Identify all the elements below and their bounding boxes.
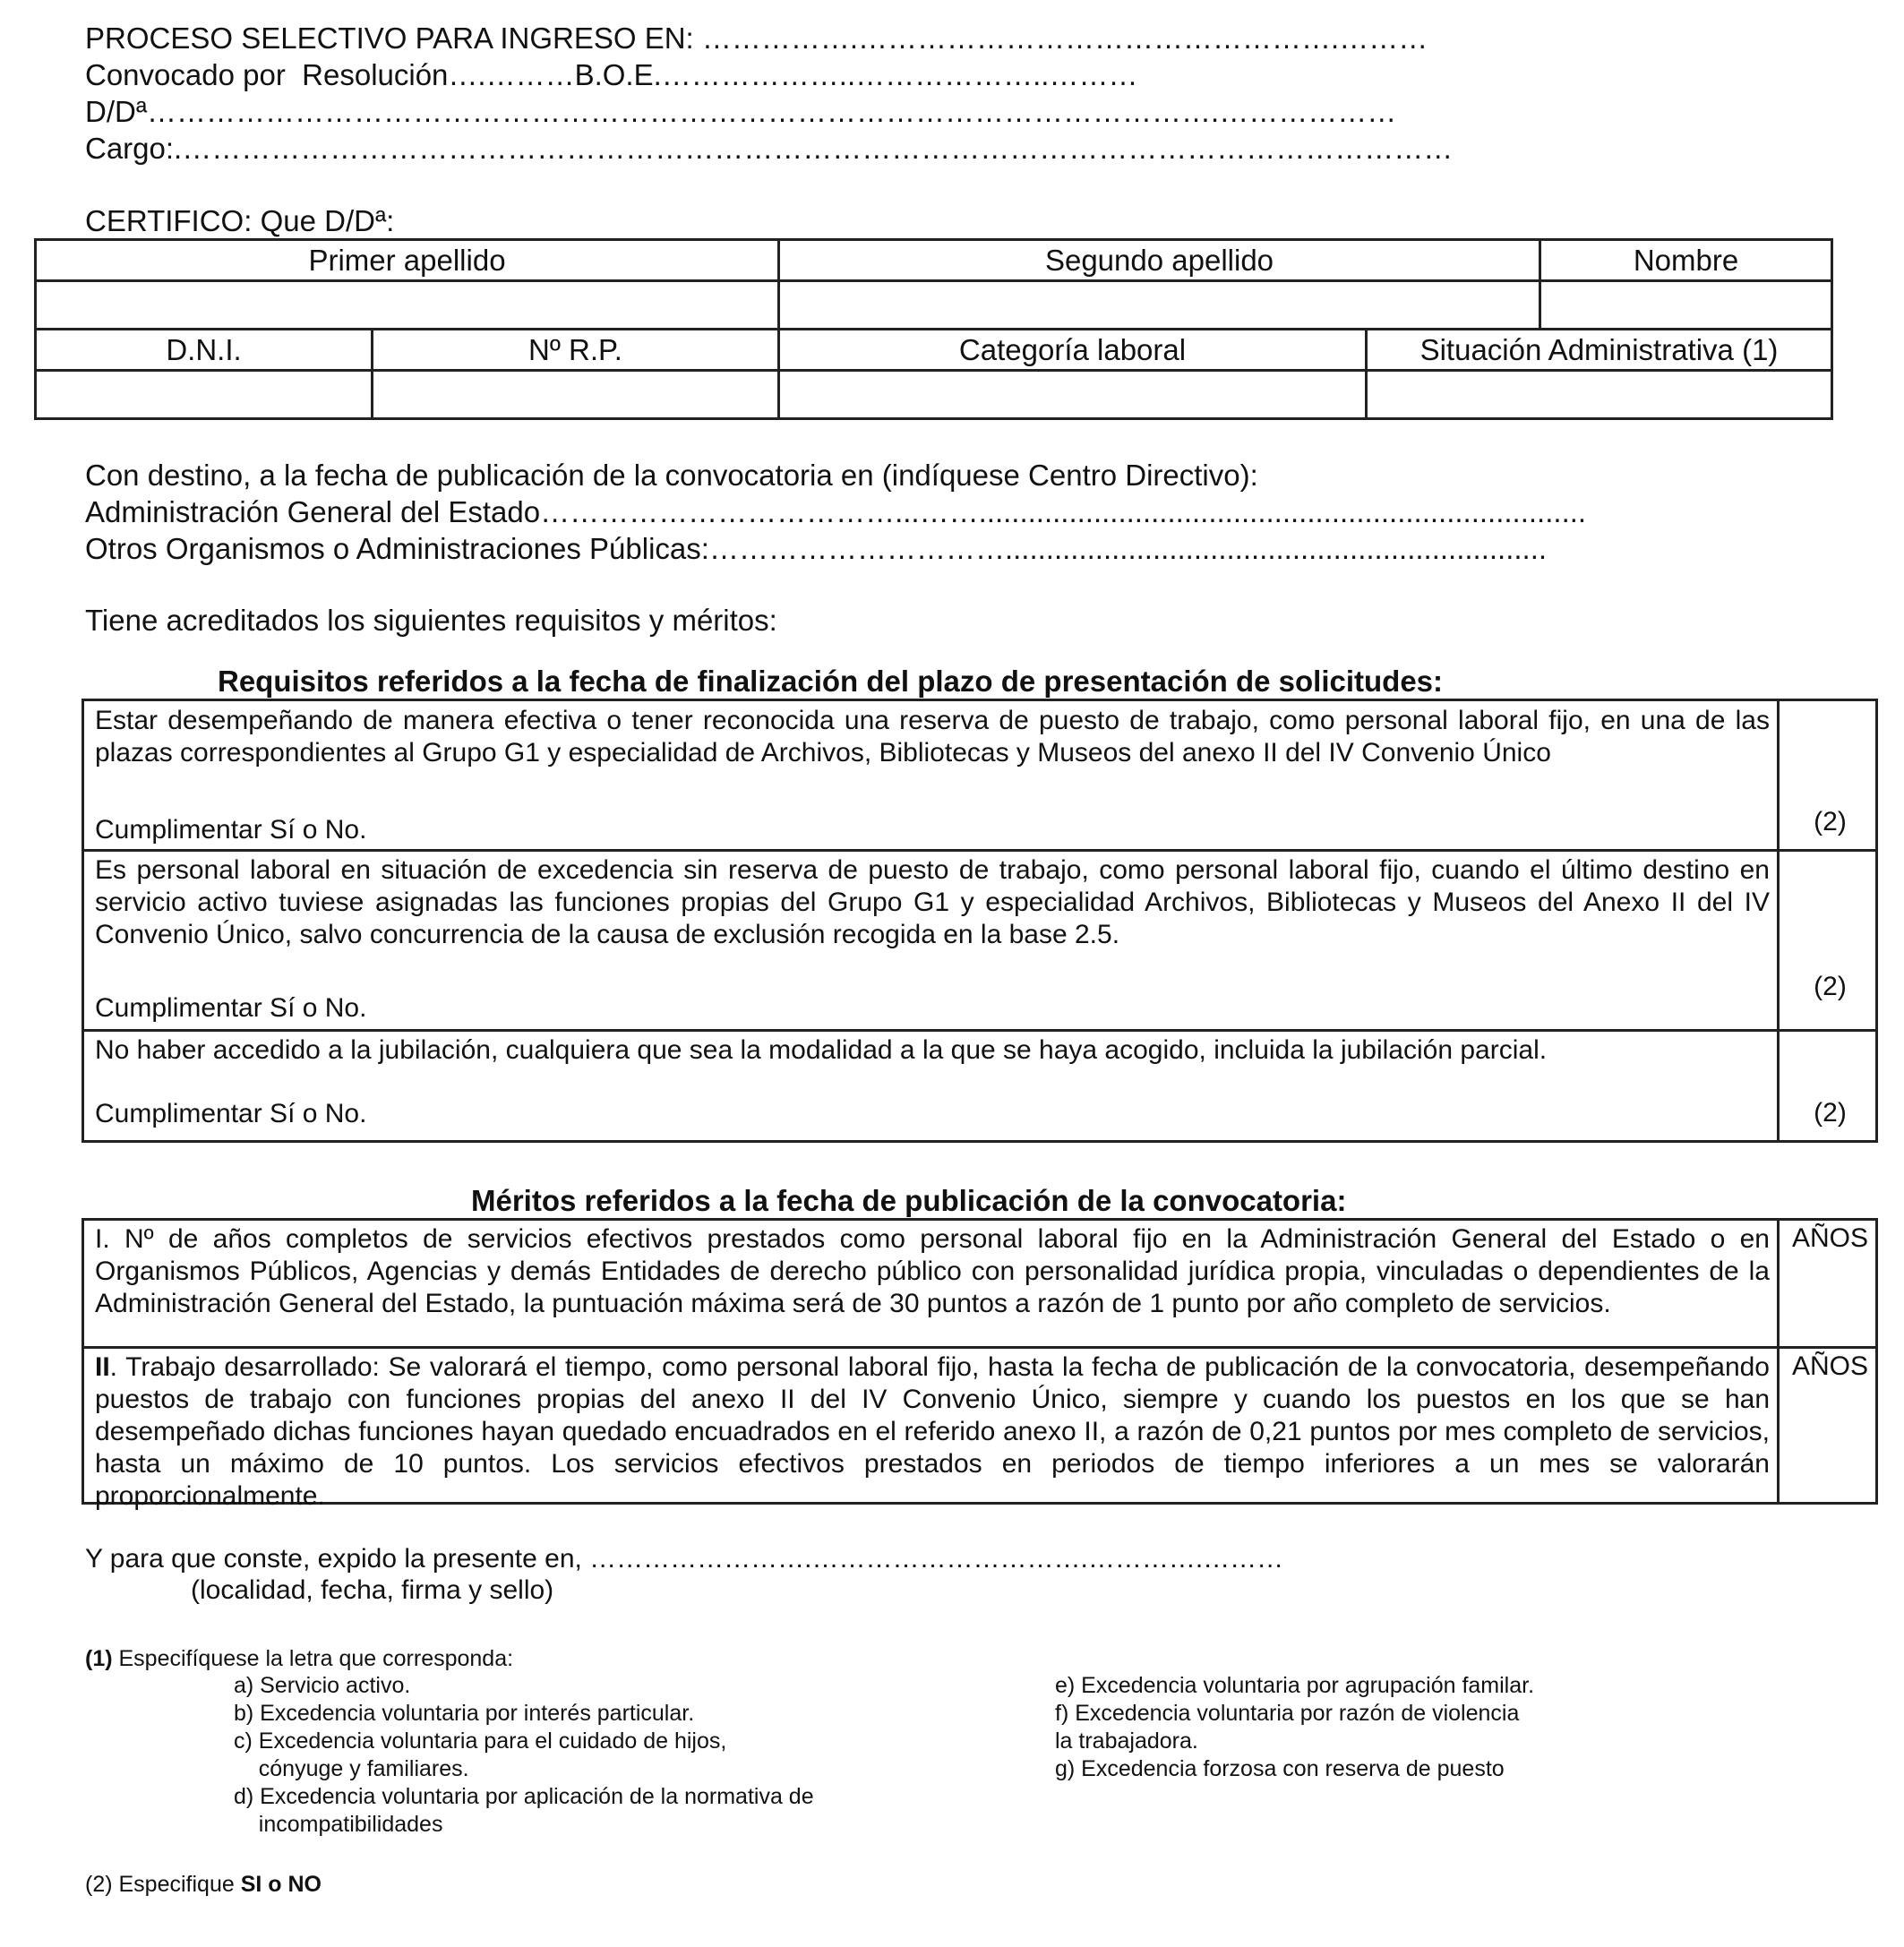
footnote-2-mark: (2)	[1814, 972, 1847, 1001]
footnote-item: c) Excedencia voluntaria para el cuidado de hijos,	[234, 1728, 727, 1754]
merito-roman: II	[95, 1352, 110, 1382]
requisito-text: Es personal laboral en situación de excedencia sin reserva de puesto de trabajo, como personal laboral fijo, cuando el último destino en servicio activo tuviese asignadas las funciones propias del Grupo G1 y especialidad Archivos, Bibliotecas y Museos del Anexo II del IV Convenio Único, salvo concurrencia de la causa de exclusión recogida en la base 2.5.	[95, 855, 1770, 949]
footnote-item: cónyuge y familiares.	[234, 1756, 469, 1781]
cumplimentar-label: Cumplimentar Sí o No.	[95, 993, 367, 1023]
footnote-2-mark: (2)	[1814, 1098, 1847, 1128]
proceso-line: PROCESO SELECTIVO PARA INGRESO EN: …………….………………………………………….………	[85, 21, 1428, 55]
footnote-item: f) Excedencia voluntaria por razón de violencia	[1055, 1701, 1520, 1726]
years-label: AÑOS	[1791, 1351, 1869, 1381]
closing-line: Y para que conste, expido la presente en, …………………….………………………….………….………	[85, 1544, 1284, 1574]
footnote-item: la trabajadora.	[1055, 1728, 1198, 1754]
footnote-item: b) Excedencia voluntaria por interés particular.	[234, 1701, 695, 1726]
merito-row	[84, 1221, 1875, 1346]
requisito-answer-cell[interactable]	[1777, 1032, 1881, 1143]
categoria-field[interactable]	[779, 371, 1367, 419]
footnote-item: a) Servicio activo.	[234, 1673, 411, 1698]
meritos-title: Méritos referidos a la fecha de publicación de la convocatoria:	[471, 1184, 1347, 1217]
footnote-2: (2) Especifique SI o NO	[85, 1872, 322, 1897]
requisito-answer-cell[interactable]	[1777, 852, 1881, 1032]
certifico-label: CERTIFICO: Que D/Dª:	[85, 204, 395, 237]
segundo-apellido-field[interactable]	[779, 281, 1540, 330]
convocado-line: Convocado por Resolución….………B.O.E.………………..………………..………	[85, 58, 1138, 91]
footnote-item: e) Excedencia voluntaria por agrupación familar.	[1055, 1673, 1535, 1698]
destino-age-line: Administración General del Estado………………………………...……..........................................................................	[85, 495, 1587, 528]
footnote-2-mark: (2)	[1814, 807, 1847, 836]
merito-years-cell[interactable]	[1777, 1349, 1881, 1505]
header-nombre: Nombre	[1540, 240, 1832, 281]
requisitos-title: Requisitos referidos a la fecha de finalización del plazo de presentación de solicitudes:	[218, 665, 1444, 698]
merito-years-cell[interactable]	[1777, 1221, 1881, 1346]
nombre-field[interactable]	[1540, 281, 1832, 330]
years-label: AÑOS	[1791, 1223, 1869, 1253]
header-nrp: Nº R.P.	[373, 330, 779, 371]
primer-apellido-field[interactable]	[36, 281, 779, 330]
merito-text: II. Trabajo desarrollado: Se valorará el tiempo, como personal laboral fijo, hasta la fecha de publicación de la convocatoria, desempeñando puestos de trabajo con funciones propias del anexo II del IV Convenio Único, siempre y cuando los puestos en los que se han desempeñado dichas funciones hayan quedado encuadrados en el referido anexo II, a razón de 0,21 puntos por mes completo de servicios, hasta un máximo de 10 puntos. Los servicios efectivos prestados en periodos de tiempo inferiores a un mes se valorarán proporcionalmente.	[95, 1352, 1770, 1511]
destino-otros-line: Otros Organismos o Administraciones Públicas:…………………………..................................................................	[85, 532, 1548, 565]
merito-text: I. Nº de años completos de servicios efectivos prestados como personal laboral fijo en la Administración General del Estado o en Organismos Públicos, Agencias y demás Entidades de derecho público con personalidad jurídica propia, vinculadas o dependientes de la Administración General del Estado, la puntuación máxima será de 30 puntos a razón de 1 punto por año completo de servicios.	[95, 1224, 1770, 1318]
closing-note: (localidad, fecha, firma y sello)	[191, 1575, 554, 1605]
tiene-acreditados: Tiene acreditados los siguientes requisitos y méritos:	[85, 604, 777, 637]
destino-intro: Con destino, a la fecha de publicación de la convocatoria en (indíquese Centro Directivo):	[85, 459, 1258, 492]
requisito-text: Estar desempeñando de manera efectiva o tener reconocida una reserva de puesto de trabajo, como personal laboral fijo, en una de las plazas correspondientes al Grupo G1 y especialidad de Archivos, Bibliotecas y Museos del anexo II del IV Convenio Único	[95, 706, 1770, 768]
footnote-1: (1) Especifíquese la letra que corresponda:	[85, 1646, 514, 1671]
requisito-row	[84, 1029, 1875, 1143]
header-dni: D.N.I.	[36, 330, 373, 371]
dni-field[interactable]	[36, 371, 373, 419]
requisito-row	[84, 701, 1875, 849]
header-segundo-apellido: Segundo apellido	[779, 240, 1540, 281]
cumplimentar-label: Cumplimentar Sí o No.	[95, 1099, 367, 1128]
merito-roman: I	[95, 1224, 103, 1254]
merito-row	[84, 1346, 1875, 1511]
nrp-field[interactable]	[373, 371, 779, 419]
header-situacion: Situación Administrativa (1)	[1367, 330, 1832, 371]
requisitos-table	[81, 699, 1878, 1143]
meritos-table	[81, 1218, 1878, 1511]
identification-table	[34, 238, 1833, 420]
cumplimentar-label: Cumplimentar Sí o No.	[95, 815, 367, 845]
footnote-item: incompatibilidades	[234, 1812, 443, 1837]
situacion-field[interactable]	[1367, 371, 1832, 419]
cargo-line: Cargo:.…………………………………………………………………………………………………………………	[85, 132, 1454, 165]
footnote-item: g) Excedencia forzosa con reserva de puesto	[1055, 1756, 1505, 1781]
dda-line: D/Dª……………………………………………………………………………………………….………………	[85, 95, 1397, 128]
footnote-item: d) Excedencia voluntaria por aplicación de la normativa de	[234, 1784, 814, 1809]
requisito-row	[84, 849, 1875, 1032]
header-categoria: Categoría laboral	[779, 330, 1367, 371]
header-primer-apellido: Primer apellido	[36, 240, 779, 281]
requisito-answer-cell[interactable]	[1777, 701, 1881, 849]
requisito-text: No haber accedido a la jubilación, cualquiera que sea la modalidad a la que se haya acogido, incluida la jubilación parcial.	[95, 1035, 1548, 1065]
